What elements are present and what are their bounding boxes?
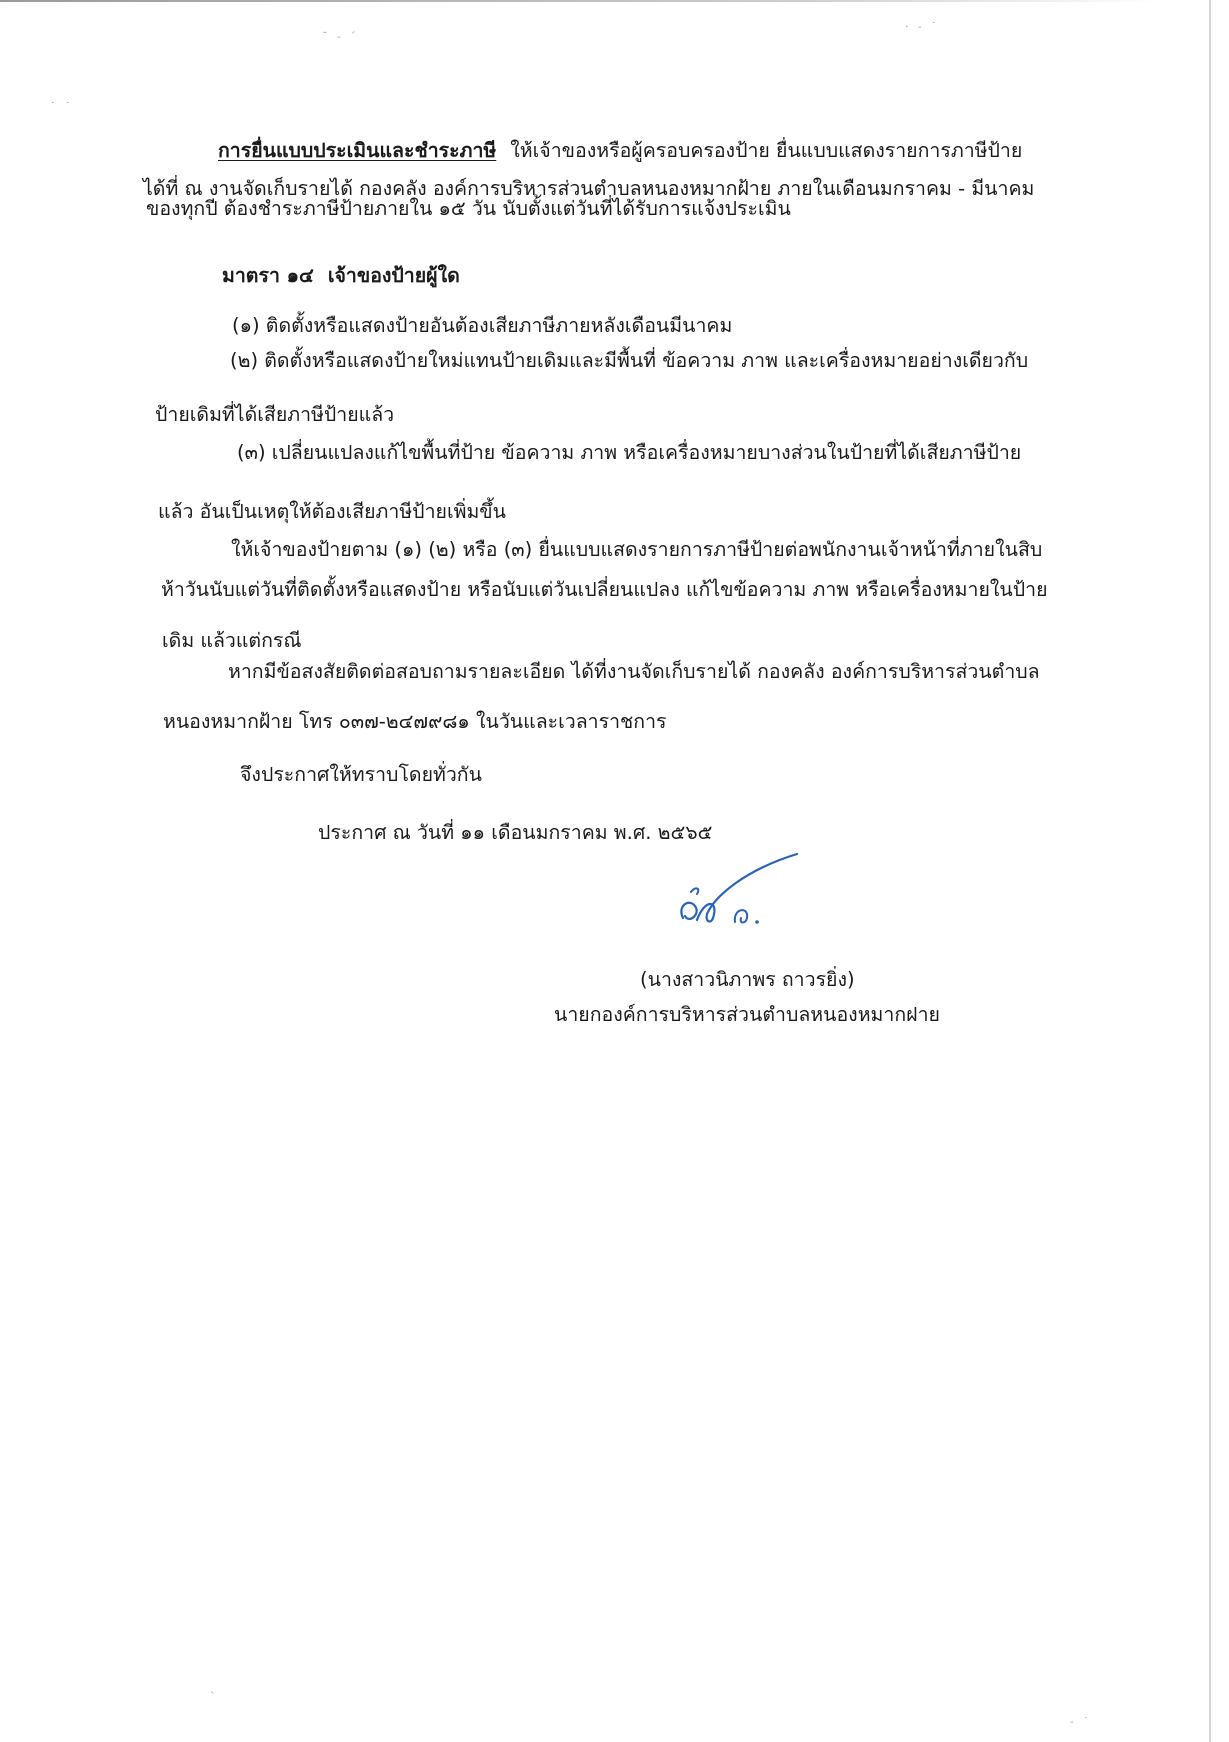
para1-heading: การยื่นแบบประเมินและชำระภาษี [218,139,497,162]
item-3-line2: แล้ว อันเป็นเหตุให้ต้องเสียภาษีป้ายเพิ่มขึ้น [158,500,506,523]
para3-line2: หนองหมากฝ้าย โทร ๐๓๗-๒๔๗๙๘๑ ในวันและเวลาราชการ [163,710,667,733]
signer-name: (นางสาวนิภาพร ถาวรยิ่ง) [640,968,855,991]
para2-line2: ห้าวันนับแต่วันที่ติดตั้งหรือแสดงป้าย หรือนับแต่วันเปลี่ยนแปลง แก้ไขข้อความ ภาพ หรือเครื่องหมายในป้าย [161,578,1048,601]
section-heading [222,263,460,289]
para1-line3: ของทุกปี ต้องชำระภาษีป้ายภายใน ๑๕ วัน นับตั้งแต่วันที่ได้รับการแจ้งประเมิน [146,197,791,220]
scan-edge-right [1209,0,1211,1742]
scan-edge-top [0,0,1160,2]
scan-speck: ˙ ˙ [50,100,74,113]
section-number: มาตรา ๑๔ [222,264,314,287]
para1-line1 [218,138,1022,164]
scan-speck: ˋ [210,1690,219,1703]
scan-speck: ˘ ˗ ˊ [322,30,359,43]
item-3-line1: (๓) เปลี่ยนแปลงแก้ไขพื้นที่ป้าย ข้อความ ภาพ หรือเครื่องหมายบางส่วนในป้ายที่ได้เสียภาษีป้าย [237,441,1022,464]
scan-speck: ˗ ˙ [1070,1715,1092,1728]
signer-title: นายกองค์การบริหารส่วนตำบลหนองหมากฝาย [554,1003,940,1026]
closing-statement: จึงประกาศให้ทราบโดยทั่วกัน [240,763,482,786]
para1-line1-text: ให้เจ้าของหรือผู้ครอบครองป้าย ยื่นแบบแสดงรายการภาษีป้าย [510,139,1023,162]
item-2-line1: (๒) ติดตั้งหรือแสดงป้ายใหม่แทนป้ายเดิมและมีพื้นที่ ข้อความ ภาพ และเครื่องหมายอย่างเดียวกับ [230,349,1029,372]
item-2-line2: ป้ายเดิมที่ได้เสียภาษีป้ายแล้ว [155,403,395,426]
scan-speck: · ˗ ˙ [905,20,940,33]
announcement-date: ประกาศ ณ วันที่ ๑๑ เดือนมกราคม พ.ศ. ๒๕๖๕ [318,821,713,844]
para2-line3: เดิม แล้วแต่กรณี [162,629,302,652]
item-1: (๑) ติดตั้งหรือแสดงป้ายอันต้องเสียภาษีภายหลังเดือนมีนาคม [232,314,733,337]
para1-line2: ได้ที่ ณ งานจัดเก็บรายได้ กองคลัง องค์การบริหารส่วนตำบลหนองหมากฝ้าย ภายในเดือนมกราคม - มีนาคม [143,177,1035,200]
section-heading-text: เจ้าของป้ายผู้ใด [327,264,460,287]
para3-line1: หากมีข้อสงสัยติดต่อสอบถามรายละเอียด ได้ที่งานจัดเก็บรายได้ กองคลัง องค์การบริหารส่วนตำบล [228,660,1040,683]
para2-line1: ให้เจ้าของป้ายตาม (๑) (๒) หรือ (๓) ยื่นแบบแสดงรายการภาษีป้ายต่อพนักงานเจ้าหน้าที่ภายในสิบ [231,538,1043,561]
signature-image [675,848,815,943]
